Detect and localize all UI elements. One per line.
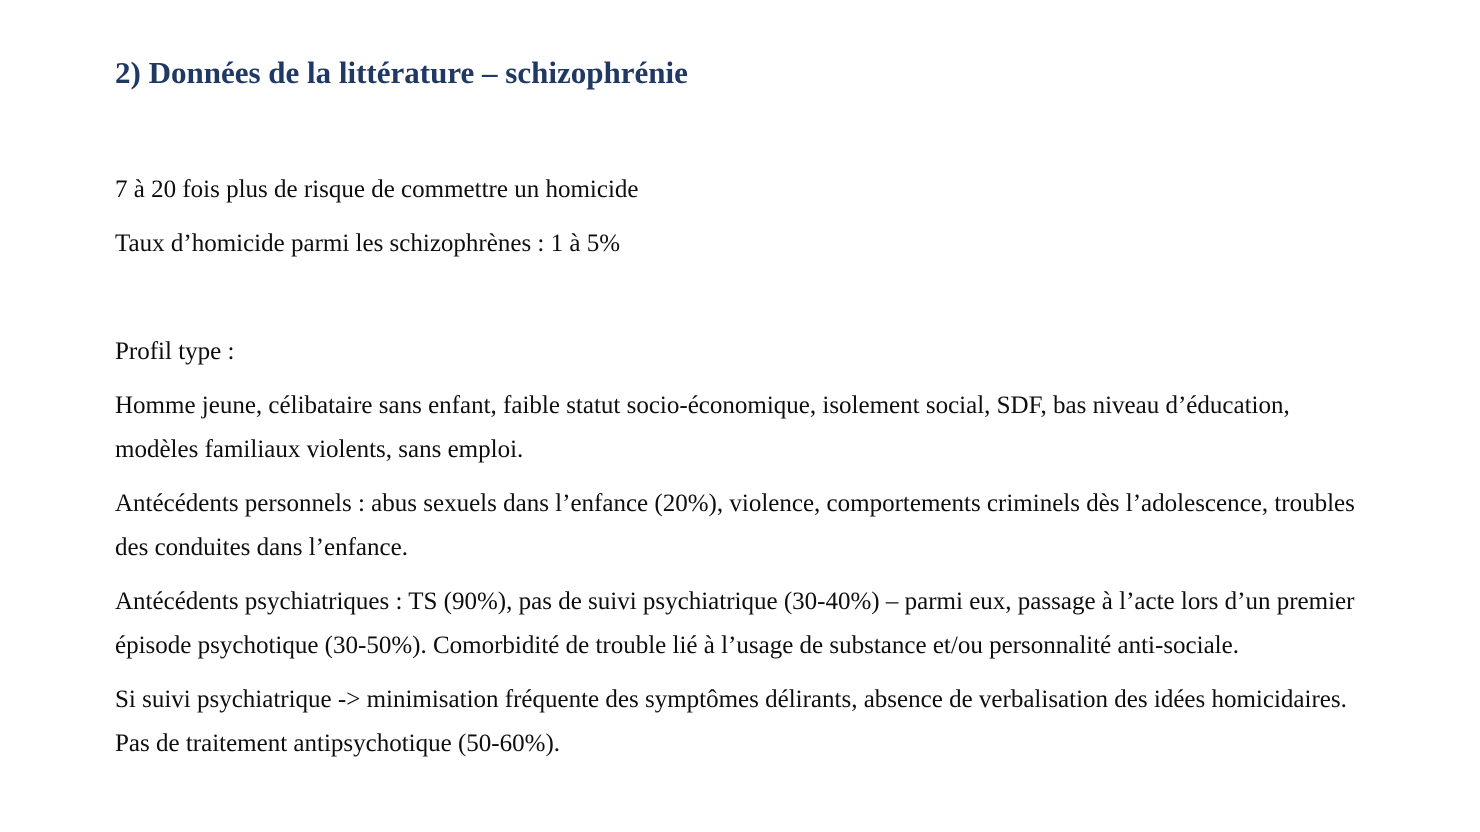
paragraph-personal-history: Antécédents personnels : abus sexuels dans l’enfance (20%), violence, comportements criminels dès l’adolescence, troubles des conduites dans l’enfance. bbox=[115, 490, 1355, 561]
paragraph-profile-description: Homme jeune, célibataire sans enfant, faible statut socio-économique, isolement social, SDF, bas niveau d’éducation, modèles familiaux violents, sans emploi. bbox=[115, 392, 1290, 463]
paragraph-followup: Si suivi psychiatrique -> minimisation fréquente des symptômes délirants, absence de verbalisation des idées homicidaires. Pas de traitement antipsychotique (50-60%). bbox=[115, 686, 1347, 757]
blank-line bbox=[115, 276, 1380, 330]
paragraph-homicide-rate: Taux d’homicide parmi les schizophrènes : 1 à 5% bbox=[115, 230, 621, 257]
paragraph-risk: 7 à 20 fois plus de risque de commettre un homicide bbox=[115, 176, 639, 203]
page-title: 2) Données de la littérature – schizophrénie bbox=[115, 55, 688, 90]
paragraph-profile-label: Profil type : bbox=[115, 338, 235, 365]
paragraph-psychiatric-history: Antécédents psychiatriques : TS (90%), pas de suivi psychiatrique (30-40%) – parmi eux, passage à l’acte lors d’un premier épisode psychotique (30-50%). Comorbidité de trouble lié à l’usage de substance et/ou personnalité anti-sociale. bbox=[115, 588, 1355, 659]
